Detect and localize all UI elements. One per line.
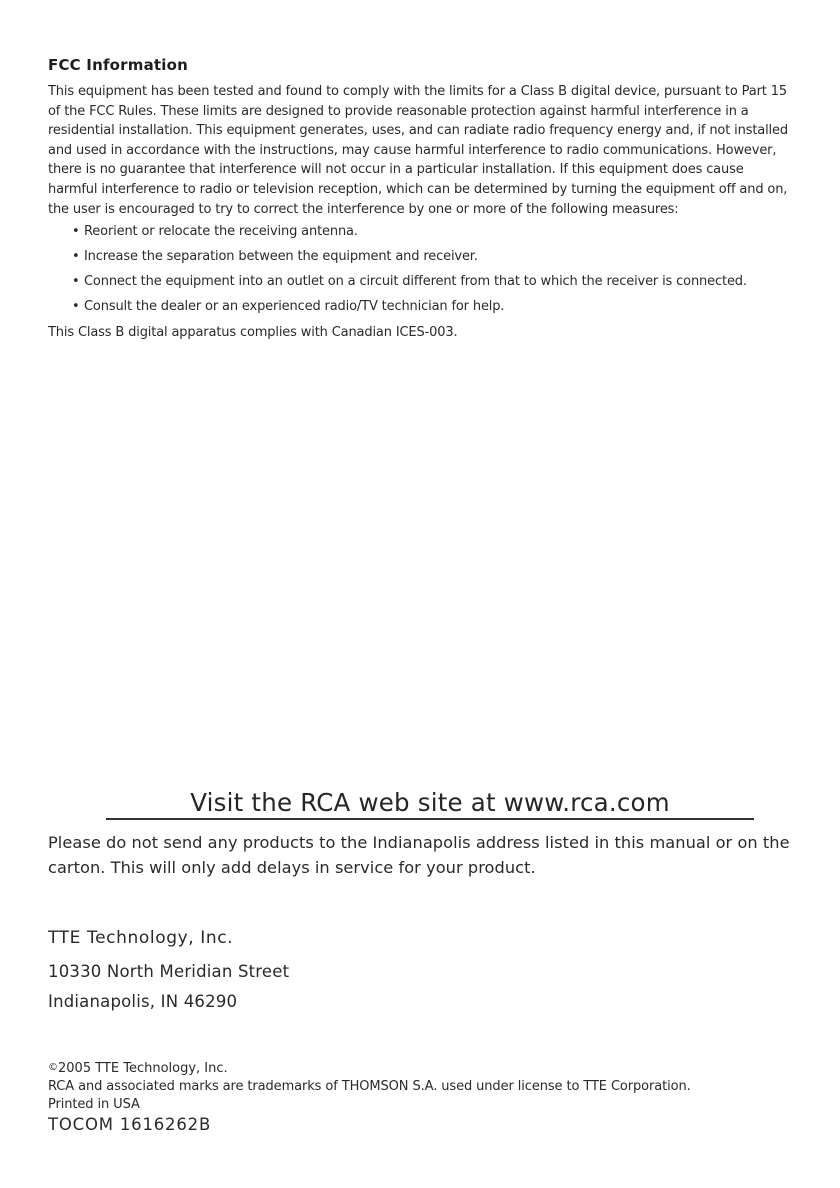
list-item [72, 298, 796, 316]
canadian-compliance-note: This Class B digital apparatus complies with Canadian ICES-003. [48, 325, 458, 341]
trademark-notice: RCA and associated marks are trademarks of THOMSON S.A. used under license to TTE Corporation. [48, 1079, 691, 1094]
bullet-icon: • [72, 249, 80, 265]
city-state-zip: Indianapolis, IN 46290 [48, 992, 238, 1011]
fcc-section [48, 56, 796, 342]
measure-text: Connect the equipment into an outlet on a circuit different from that to which the receiver is connected. [84, 274, 747, 290]
heading-divider [106, 818, 754, 820]
company-name: TTE Technology, Inc. [48, 928, 234, 948]
shipping-notice: Please do not send any products to the Indianapolis address listed in this manual or on the carton. This will only add delays in service for your product. [48, 833, 790, 877]
copyright-line [48, 1059, 808, 1078]
list-item [72, 248, 796, 266]
fcc-title: FCC Information [48, 56, 189, 74]
printed-in: Printed in USA [48, 1097, 140, 1112]
list-item [72, 273, 796, 291]
fcc-paragraph: This equipment has been tested and found to comply with the limits for a Class B digital device, pursuant to Part 15 of the FCC Rules. These limits are designed to provide reasonable protection against harmful interference in a residential installation. This equipment generates, uses, and can radiate radio frequency energy and, if not installed and used in accordance with the instructions, may cause harmful interference to radio communications. However, there is no guarantee that interference will not occur in a particular installation. If this equipment does cause harmful interference to radio or television reception, which can be determined by turning the equipment off and on, the user is encouraged to try to correct the interference by one or more of the following measures: [48, 84, 788, 217]
measure-text: Reorient or relocate the receiving antenna. [84, 224, 358, 240]
footer [48, 1059, 808, 1136]
copyright-icon: © [48, 1062, 58, 1073]
measures-list [48, 223, 796, 316]
list-item [72, 223, 796, 241]
company-address [48, 926, 548, 1020]
street-address: 10330 North Meridian Street [48, 962, 290, 981]
bullet-icon: • [72, 274, 80, 290]
website-heading: Visit the RCA web site at www.rca.com [190, 788, 670, 817]
measure-text: Increase the separation between the equipment and receiver. [84, 249, 478, 265]
bullet-icon: • [72, 299, 80, 315]
copyright-text: 2005 TTE Technology, Inc. [58, 1061, 228, 1076]
bullet-icon: • [72, 224, 80, 240]
measure-text: Consult the dealer or an experienced radio/TV technician for help. [84, 299, 505, 315]
part-number: TOCOM 1616262B [48, 1115, 212, 1134]
